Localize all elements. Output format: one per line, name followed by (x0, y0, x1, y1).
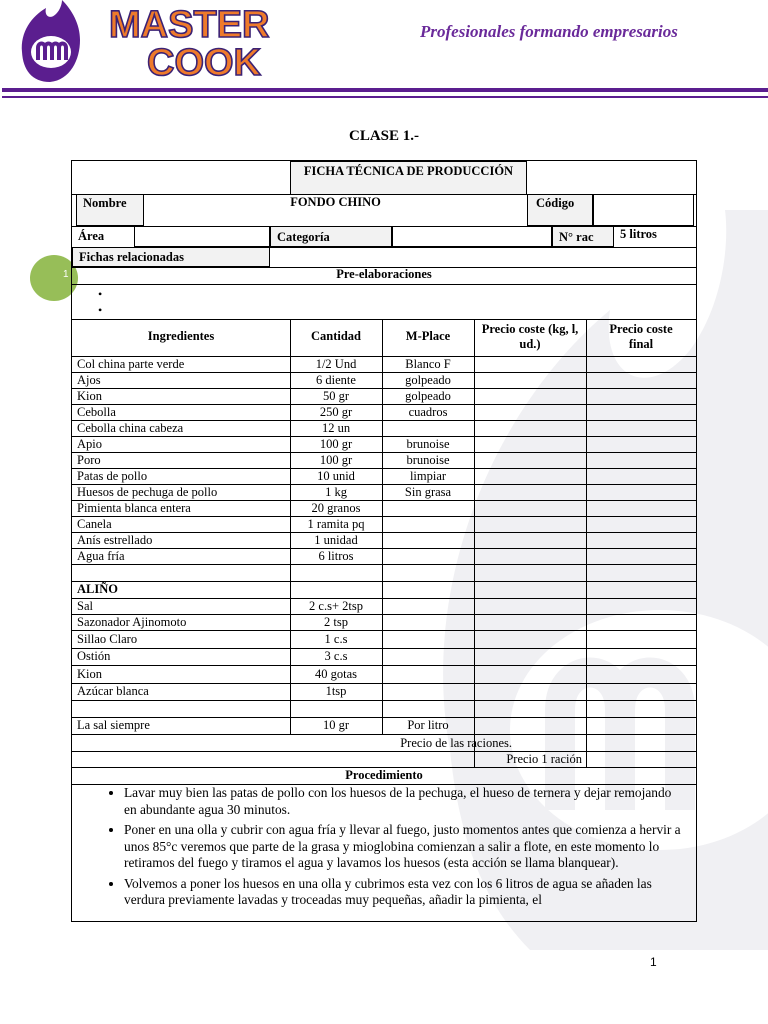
ingredient-mplace[interactable] (382, 548, 474, 564)
precio-raciones-label: Precio de las raciones. (400, 736, 512, 750)
ingredient-mplace[interactable] (382, 420, 474, 436)
ingredient-mplace[interactable]: limpiar (409, 469, 447, 483)
ingredient-precio-final[interactable] (586, 388, 696, 404)
ingredient-name[interactable]: Sal (77, 599, 93, 613)
header-slogan: Profesionales formando empresarios (420, 22, 678, 41)
ingredient-precio-coste[interactable] (474, 598, 586, 614)
ingredient-quantity[interactable]: 50 gr (322, 389, 350, 403)
ingredient-precio-coste[interactable] (474, 683, 586, 700)
ingredient-precio-coste[interactable] (474, 564, 586, 581)
ingredient-precio-coste[interactable] (474, 420, 586, 436)
header-rule-thin (2, 96, 768, 98)
ingredient-quantity[interactable]: 12 un (321, 421, 351, 435)
nrac-value[interactable]: 5 litros (620, 227, 657, 241)
ingredient-name[interactable]: Sillao Claro (77, 632, 138, 646)
ingredient-quantity[interactable]: 2 tsp (324, 615, 348, 629)
ingredient-name[interactable]: La sal siempre (77, 718, 150, 732)
ingredient-quantity[interactable]: 1 kg (325, 485, 347, 499)
ingredient-precio-final[interactable] (586, 532, 696, 548)
flame-logo-icon (14, 0, 104, 88)
ingredient-precio-coste[interactable] (474, 516, 586, 532)
ingredient-precio-coste[interactable] (474, 700, 586, 717)
ingredient-name[interactable]: Azúcar blanca (77, 684, 149, 698)
brand-name-line2: COOK (147, 42, 261, 84)
area-value[interactable] (134, 226, 270, 247)
ingredient-precio-final[interactable] (586, 700, 696, 717)
categoria-label: Categoría (270, 226, 392, 247)
ingredient-precio-final[interactable] (586, 356, 696, 372)
ingredient-precio-final[interactable] (586, 683, 696, 700)
codigo-value[interactable] (593, 194, 694, 226)
ingredient-precio-coste[interactable] (474, 468, 586, 484)
ingredient-mplace[interactable] (382, 700, 474, 717)
ingredient-mplace[interactable]: Por litro (407, 718, 449, 732)
ingredient-precio-coste[interactable] (474, 452, 586, 468)
ingredient-precio-final[interactable] (586, 648, 696, 665)
procedure-step: • Volvemos a poner los huesos en una olla y cubrimos esta vez con los 6 litros de agua se añaden las verdura previamente lavadas y troceadas muy pequeñas, añadir la pimienta, el (124, 876, 696, 909)
ingredient-name[interactable]: Agua fría (77, 549, 125, 563)
ingredient-name[interactable]: Cebolla china cabeza (77, 421, 184, 435)
nrac-label: N° rac (552, 226, 614, 247)
ingredient-precio-coste[interactable] (474, 500, 586, 516)
ingredient-quantity[interactable]: 40 gotas (314, 667, 357, 681)
ingredient-quantity[interactable]: 100 gr (319, 437, 353, 451)
ingredient-name[interactable]: Patas de pollo (77, 469, 148, 483)
ingredient-quantity[interactable]: 20 granos (311, 501, 361, 515)
ingredient-precio-coste[interactable] (474, 717, 586, 734)
ingredient-precio-final[interactable] (586, 420, 696, 436)
ingredient-precio-final[interactable] (586, 598, 696, 614)
mastercook-logo (14, 0, 284, 88)
ingredient-name[interactable] (72, 700, 290, 717)
ingredient-name[interactable]: Apio (77, 437, 102, 451)
ingredient-quantity[interactable]: 1 unidad (314, 533, 358, 547)
ingredient-quantity[interactable]: 6 diente (316, 373, 356, 387)
header-cantidad: Cantidad (310, 329, 362, 343)
ingredient-precio-final[interactable] (586, 581, 696, 598)
ingredient-precio-coste[interactable] (474, 372, 586, 388)
ingredient-quantity[interactable]: 1tsp (325, 684, 347, 698)
ingredient-name[interactable]: Kion (77, 667, 102, 681)
ingredient-precio-coste[interactable] (474, 581, 586, 598)
preelaboraciones-label: Pre-elaboraciones (336, 267, 432, 281)
ingredient-precio-final[interactable] (586, 452, 696, 468)
ingredient-quantity[interactable] (290, 581, 382, 598)
precio-racion-label: Precio 1 ración (506, 752, 582, 766)
comment-number: 1 (63, 269, 69, 280)
header-precio-coste: Precio coste (kg, l, ud.) (481, 322, 579, 351)
ingredient-precio-final[interactable] (586, 564, 696, 581)
ingredient-mplace[interactable] (382, 598, 474, 614)
ingredient-precio-final[interactable] (586, 717, 696, 734)
ingredient-mplace[interactable]: brunoise (406, 437, 450, 451)
ingredient-quantity[interactable]: 1/2 Und (315, 357, 357, 371)
ingredient-name[interactable]: Cebolla (77, 405, 116, 419)
ingredient-name[interactable]: Pimienta blanca entera (77, 501, 191, 515)
ingredient-name[interactable]: ALIÑO (77, 582, 118, 596)
ingredient-name[interactable]: Anís estrellado (77, 533, 153, 547)
ingredient-mplace[interactable] (382, 532, 474, 548)
ingredient-name[interactable]: Ajos (77, 373, 101, 387)
ingredient-mplace[interactable] (382, 564, 474, 581)
ingredient-precio-coste[interactable] (474, 665, 586, 683)
sheet-title: FICHA TÉCNICA DE PRODUCCIÓN (290, 161, 527, 195)
ingredient-precio-coste[interactable] (474, 356, 586, 372)
ingredient-quantity[interactable]: 100 gr (319, 453, 353, 467)
area-label: Área (78, 229, 105, 243)
ingredient-precio-coste[interactable] (474, 648, 586, 665)
procedure-step: • Poner en una olla y cubrir con agua fría y llevar al fuego, justo momentos antes que comienza a hervir a unos 85°c veremos que parte de la grasa y mioglobina comienzan a salir a flote, en este momento lo retiramos del fuego y tiramos el agua y lavamos los huesos (esta acción se llama blanquear). (124, 822, 696, 872)
ingredient-mplace[interactable]: cuadros (408, 405, 448, 419)
ingredient-precio-final[interactable] (586, 614, 696, 630)
ingredient-precio-final[interactable] (586, 468, 696, 484)
ingredient-precio-coste[interactable] (474, 630, 586, 648)
class-title: CLASE 1.- (348, 128, 419, 144)
procedimiento-label: Procedimiento (345, 768, 423, 782)
ingredient-quantity[interactable] (290, 700, 382, 717)
procedure-step: • Lavar muy bien las patas de pollo con los huesos de la pechuga, el hueso de ternera y dejar remojando en abundante agua 30 minutos. (124, 785, 696, 818)
ingredient-name[interactable]: Col china parte verde (77, 357, 185, 371)
procedure-steps (72, 785, 696, 913)
fichas-label: Fichas relacionadas (72, 247, 270, 267)
ingredient-mplace[interactable] (382, 581, 474, 598)
ingredient-quantity[interactable]: 3 c.s (324, 649, 348, 663)
ingredient-precio-coste[interactable] (474, 388, 586, 404)
ingredient-precio-coste[interactable] (474, 404, 586, 420)
ingredient-quantity[interactable]: 6 litros (318, 549, 354, 563)
ingredient-quantity[interactable]: 2 c.s+ 2tsp (309, 599, 363, 613)
ingredient-quantity[interactable]: 1 c.s (324, 632, 348, 646)
ingredient-name[interactable] (72, 564, 290, 581)
ingredient-mplace[interactable] (382, 614, 474, 630)
ingredient-precio-coste[interactable] (474, 614, 586, 630)
ingredient-precio-final[interactable] (586, 630, 696, 648)
header-ingredientes: Ingredientes (147, 329, 215, 343)
header-mplace: M-Place (405, 329, 451, 343)
nombre-label: Nombre (76, 194, 144, 226)
ingredient-precio-final[interactable] (586, 372, 696, 388)
ingredient-name[interactable]: Ostión (77, 649, 111, 663)
ingredient-quantity[interactable]: 10 gr (322, 718, 350, 732)
ingredient-quantity[interactable]: 1 ramita pq (307, 517, 365, 531)
ingredient-mplace[interactable]: Sin grasa (404, 485, 452, 499)
ingredient-mplace[interactable] (382, 665, 474, 683)
ingredient-precio-final[interactable] (586, 665, 696, 683)
ingredient-precio-final[interactable] (586, 404, 696, 420)
codigo-label: Código (527, 194, 593, 226)
fichas-value[interactable] (270, 247, 696, 267)
ingredient-name[interactable]: Kion (77, 389, 102, 403)
ingredient-precio-final[interactable] (586, 436, 696, 452)
header-precio-final: Precio coste final (609, 322, 673, 351)
ingredient-mplace[interactable]: Blanco F (405, 357, 451, 371)
header-rule (2, 88, 768, 92)
ingredient-precio-final[interactable] (586, 484, 696, 500)
ingredient-mplace[interactable] (382, 630, 474, 648)
ingredient-name[interactable]: Sazonador Ajinomoto (77, 615, 187, 629)
ingredient-precio-coste[interactable] (474, 484, 586, 500)
ingredient-mplace[interactable] (382, 683, 474, 700)
ingredient-mplace[interactable] (382, 648, 474, 665)
ingredient-precio-coste[interactable] (474, 532, 586, 548)
technical-sheet (71, 160, 697, 922)
ingredient-name[interactable]: Huesos de pechuga de pollo (77, 485, 218, 499)
categoria-value[interactable] (392, 226, 552, 247)
ingredient-mplace[interactable]: brunoise (406, 453, 450, 467)
ingredient-name[interactable]: Canela (77, 517, 112, 531)
nombre-value[interactable]: FONDO CHINO (290, 195, 381, 209)
ingredient-precio-coste[interactable] (474, 548, 586, 564)
ingredient-quantity[interactable]: 10 unid (317, 469, 355, 483)
ingredient-precio-final[interactable] (586, 516, 696, 532)
ingredient-name[interactable]: Poro (77, 453, 101, 467)
ingredient-quantity[interactable] (290, 564, 382, 581)
ingredient-precio-coste[interactable] (474, 436, 586, 452)
ingredient-mplace[interactable]: golpeado (405, 373, 451, 387)
preelaboraciones-list[interactable]: • • (98, 287, 103, 317)
ingredient-precio-final[interactable] (586, 548, 696, 564)
ingredient-mplace[interactable]: golpeado (405, 389, 451, 403)
ingredient-precio-final[interactable] (586, 500, 696, 516)
brand-name-line1: MASTER (109, 4, 270, 46)
ingredient-quantity[interactable]: 250 gr (319, 405, 353, 419)
ingredient-mplace[interactable] (382, 516, 474, 532)
page-number: 1 (650, 955, 657, 969)
ingredient-mplace[interactable] (382, 500, 474, 516)
